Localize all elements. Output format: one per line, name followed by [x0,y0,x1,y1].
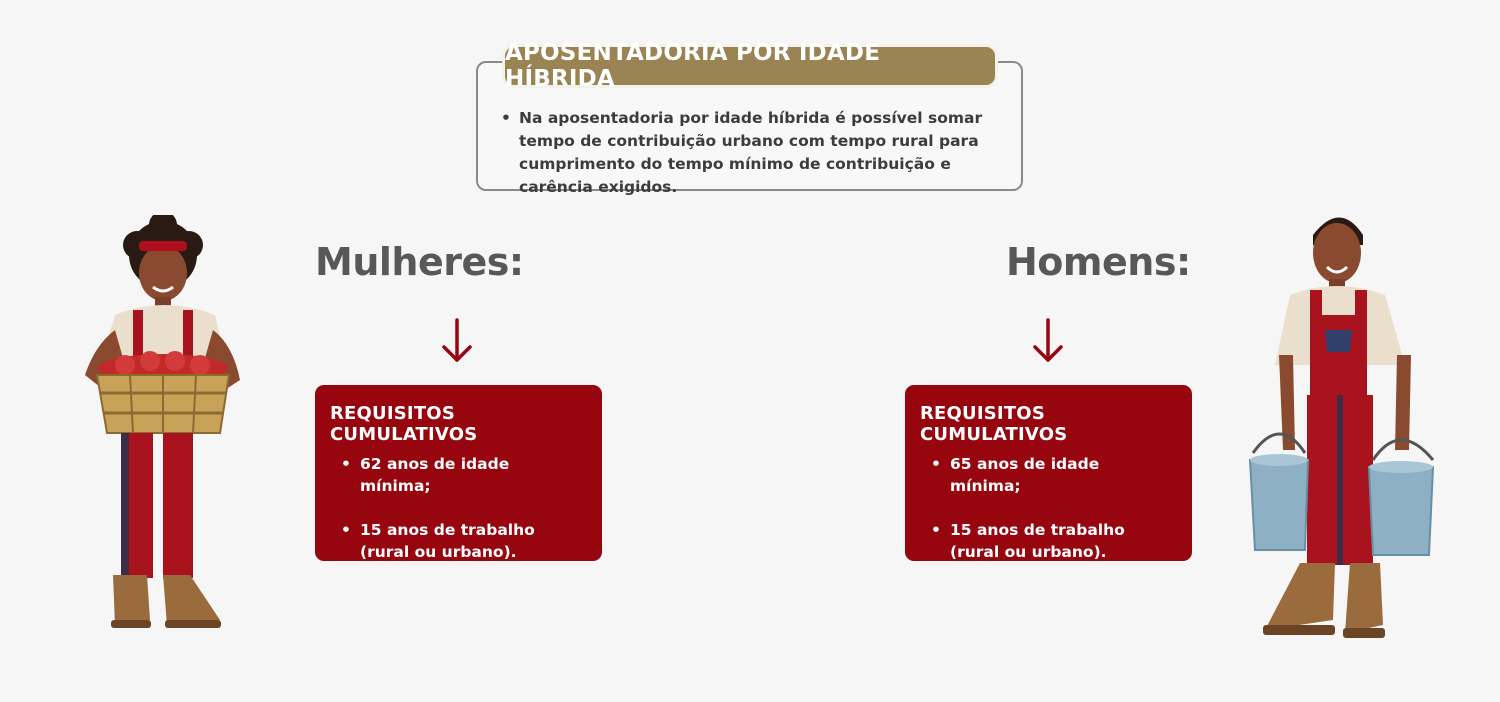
man-farmer-illustration [1245,205,1445,645]
women-requirement-work: • 15 anos de trabalho (rural ou urbano). [341,519,581,563]
men-requirements-box [905,385,1192,561]
men-requirement-work: • 15 anos de trabalho (rural ou urbano). [931,519,1171,563]
woman-farmer-illustration [55,215,255,650]
down-arrow-icon [441,318,473,364]
info-bullet: • Na aposentadoria por idade híbrida é possível somar tempo de contribuição urbano com tempo rural para cumprimento do tempo mínimo de contribuição e carência exigidos. [499,107,999,199]
men-requirement-age: • 65 anos de idade mínima; [931,453,1171,497]
women-heading: Mulheres: [315,240,524,284]
bucket-icon [1250,434,1308,550]
basket-icon [97,375,229,433]
women-requirements-list [341,453,581,585]
women-requirements-title: REQUISITOS CUMULATIVOS [330,403,478,445]
page-title: APOSENTADORIA POR IDADE HÍBRIDA [502,44,998,88]
women-requirements-box [315,385,602,561]
women-requirement-age: • 62 anos de idade mínima; [341,453,581,497]
down-arrow-icon [1032,318,1064,364]
men-heading: Homens: [1006,240,1191,284]
men-requirements-title: REQUISITOS CUMULATIVOS [920,403,1068,445]
men-requirements-list [931,453,1171,585]
bucket-icon [1369,440,1433,555]
info-list [499,107,999,199]
